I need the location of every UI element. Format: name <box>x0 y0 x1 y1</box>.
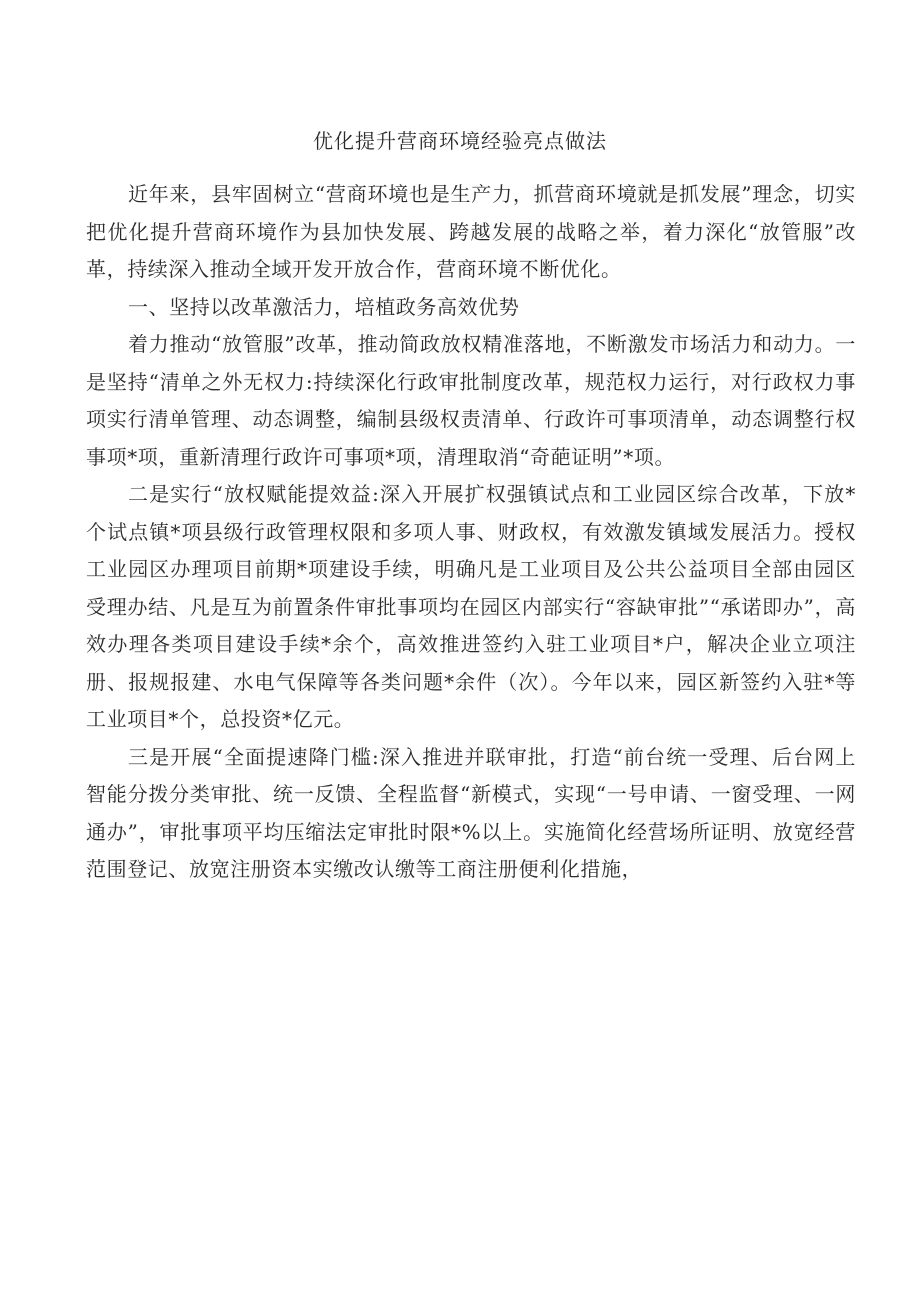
document-title: 优化提升营商环境经验亮点做法 <box>313 129 607 153</box>
paragraph-1: 着力推动“放管服”改革，推动简政放权精准落地，不断激发市场活力和动力。一是坚持“清单之外无权力:持续深化行政审批制度改革，规范权力运行，对行政权力事项实行清单管理、动态调整，编制县级权责清单、行政许可事项清单，动态调整行权事项*项，重新清理行政许可事项*项，清理取消“奇葩证明”*项。 <box>86 332 856 469</box>
paragraph-intro: 近年来，县牢固树立“营商环境也是生产力，抓营商环境就是抓发展”理念，切实把优化提升营商环境作为县加快发展、跨越发展的战略之举，着力深化“放管服”改革，持续深入推动全域开发开放合作，营商环境不断优化。 <box>86 182 856 281</box>
section-heading-1: 一、坚持以改革激活力，培植政务高效优势 <box>128 294 520 319</box>
document-body <box>86 176 856 889</box>
paragraph-2: 二是实行“放权赋能提效益:深入开展扩权强镇试点和工业园区综合改革，下放*个试点镇*项县级行政管理权限和多项人事、财政权，有效激发镇域发展活力。授权工业园区办理项目前期*项建设手续，明确凡是工业项目及公共公益项目全部由园区受理办结、凡是互为前置条件审批事项均在园区内部实行“容缺审批”“承诺即办”，高效办理各类项目建设手续*余个，高效推进签约入驻工业项目*户，解决企业立项注册、报规报建、水电气保障等各类问题*余件（次）。今年以来，园区新签约入驻*等工业项目*个，总投资*亿元。 <box>86 482 856 731</box>
paragraph-3: 三是开展“全面提速降门槛:深入推进并联审批，打造“前台统一受理、后台网上智能分拨分类审批、统一反馈、全程监督“新模式，实现“一号申请、一窗受理、一网通办”，审批事项平均压缩法定审批时限*%以上。实施简化经营场所证明、放宽经营范围登记、放宽注册资本实缴改认缴等工商注册便利化措施， <box>86 744 856 881</box>
